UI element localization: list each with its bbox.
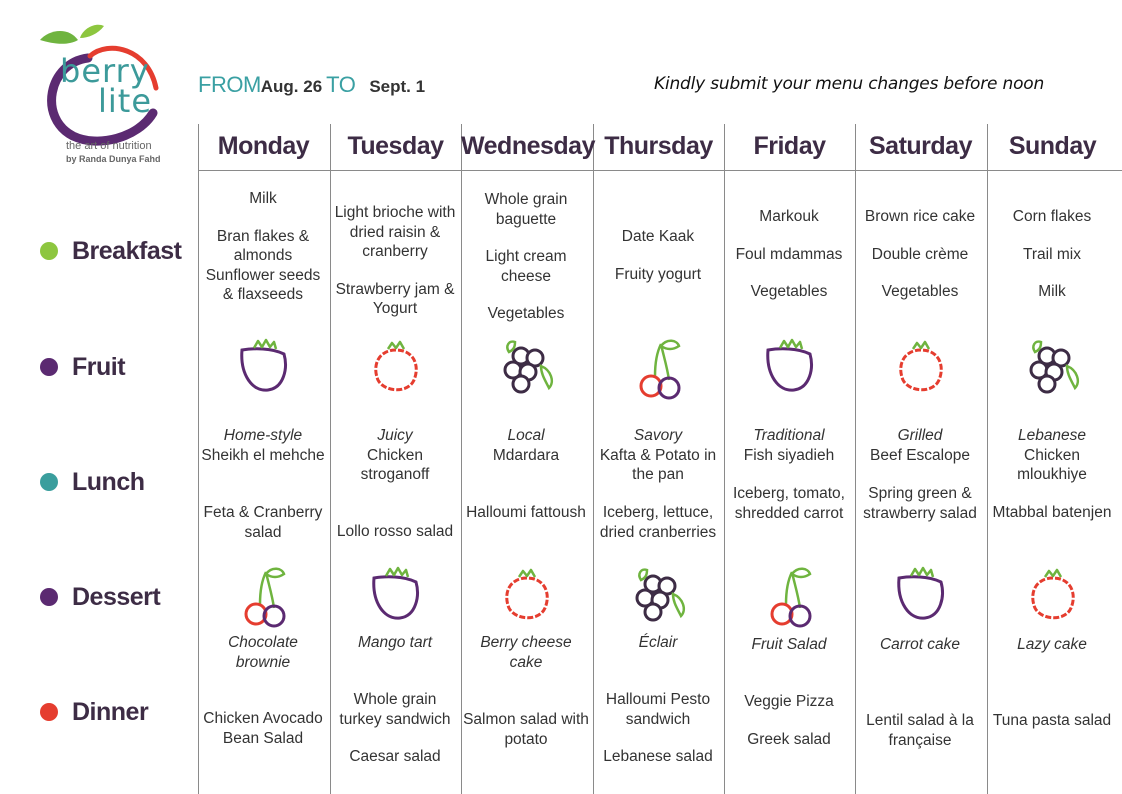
menu-item: Berry cheese cake [480,634,572,671]
row-dot-icon [40,358,58,376]
breakfast-cell [462,190,590,324]
menu-item: Halloumi Pesto sandwich [605,691,711,728]
menu-item: Lentil salad à la française [866,712,974,749]
breakfast-cell [331,203,459,319]
day-header-saturday: Saturday [869,132,972,160]
day-header-tuesday: Tuesday [347,132,444,160]
date-range [198,72,425,100]
lunch-cell [988,426,1116,485]
dinner-cell [725,692,853,749]
dessert-cell [462,633,590,672]
menu-item: Fruity yogurt [614,265,702,283]
dinner-cell [594,690,722,767]
plum-icon [758,336,822,400]
dessert-cell [856,635,984,655]
lunch-dish: Fish siyadieh [743,446,835,464]
day-header-thursday: Thursday [604,132,713,160]
menu-item: Milk [249,190,277,207]
menu-item: Greek salad [747,730,831,748]
to-label: TO [326,72,356,97]
row-label-dinner [40,694,148,730]
dessert-cell [725,635,853,655]
day-header-monday: Monday [217,132,310,160]
dessert-cell [988,635,1116,655]
menu-item: Foul mdammas [735,245,843,263]
menu-item: Lebanese salad [603,748,713,765]
lunch-side: Feta & Cranberry salad [203,504,323,541]
menu-item: Trail mix [1023,245,1081,263]
menu-item: Éclair [638,634,678,651]
lunch-style: Lebanese [1017,427,1087,444]
lunch-main [725,426,853,465]
menu-item: Tuna pasta salad [992,712,1112,729]
day-header-wednesday: Wednesday [461,132,595,160]
lunch-side: Halloumi fattoush [466,504,586,521]
blueberry-icon [495,336,559,400]
menu-item: Chicken Avocado Bean Salad [203,710,323,747]
raspberry-icon [364,336,428,400]
menu-item: Milk [1038,283,1066,300]
dinner-cell [199,709,327,748]
lunch-dish: Sheikh el mehche [201,446,325,464]
plum-icon [364,564,428,628]
row-label-text: Fruit [72,352,126,381]
lunch-cell [199,426,327,465]
menu-item: Bran flakes & almonds Sunflower seeds & flaxseeds [205,227,321,303]
lunch-style: Home-style [223,427,303,444]
day-header-sunday: Sunday [1008,132,1097,160]
breakfast-cell [988,207,1116,302]
row-label-fruit [40,349,125,385]
dessert-cell [199,633,327,672]
lunch-cell [462,426,590,465]
menu-item: Date Kaak [621,228,695,245]
lunch-main [331,426,459,485]
row-dot-icon [40,588,58,606]
day-header-friday: Friday [753,132,826,160]
raspberry-icon [1021,564,1085,628]
logo-wordmark [60,52,153,120]
lunch-style: Juicy [377,427,413,444]
menu-item: Vegetables [487,305,565,322]
menu-item: Lazy cake [1017,636,1087,653]
lunch-cell [856,426,984,465]
header-divider [198,170,1122,171]
row-label-text: Breakfast [72,236,182,265]
menu-item: Carrot cake [879,636,961,653]
raspberry-icon [889,336,953,400]
plum-icon [889,564,953,628]
menu-item: Markouk [759,208,819,225]
dinner-cell [988,711,1116,731]
menu-item: Caesar salad [349,748,441,765]
menu-item: Corn flakes [1012,208,1092,225]
row-label-text: Lunch [72,467,145,496]
row-dot-icon [40,473,58,491]
lunch-dish: Chicken stroganoff [360,446,430,483]
lunch-style: Grilled [897,427,943,444]
dinner-cell [462,710,590,749]
lunch-style: Traditional [753,427,825,444]
dessert-cell [594,633,722,653]
breakfast-cell [594,227,722,284]
blueberry-icon [627,564,691,628]
row-label-text: Dessert [72,582,161,611]
logo-word-bottom: lite [98,82,153,120]
cherry-icon [627,336,691,400]
lunch-style: Local [507,427,545,444]
logo-word-top: berry [60,52,150,90]
logo-tagline: the art of nutrition [66,140,152,152]
menu-item: Fruit Salad [751,636,827,653]
menu-item: Light cream cheese [485,248,567,285]
lunch-side: Iceberg, tomato, shredded carrot [732,485,845,522]
to-date: Sept. 1 [369,77,426,96]
lunch-main [594,426,722,485]
lunch-main [988,426,1116,485]
plum-icon [232,336,296,400]
lunch-side: Mtabbal batenjen [992,504,1112,521]
blueberry-icon [1021,336,1085,400]
breakfast-cell [725,207,853,302]
cherry-icon [232,564,296,628]
menu-item: Whole grain turkey sandwich [339,691,451,728]
lunch-dish: Beef Escalope [870,446,970,464]
from-label: FROM [198,72,261,97]
lunch-cell [331,426,459,485]
menu-item: Vegetables [881,283,959,300]
lunch-main [856,426,984,465]
lunch-dish: Mdardara [492,446,560,464]
lunch-dish: Chicken mloukhiye [1017,446,1087,483]
row-label-lunch [40,464,145,500]
dinner-cell [856,711,984,750]
dessert-cell [331,633,459,653]
menu-item: Brown rice cake [864,208,976,225]
menu-item: Whole grain baguette [484,191,568,228]
lunch-cell [594,426,722,485]
menu-item: Veggie Pizza [744,693,834,710]
dinner-cell [331,690,459,767]
menu-item: Mango tart [357,634,433,651]
menu-item: Salmon salad with potato [463,711,589,748]
lunch-main [462,426,590,465]
logo-byline: by Randa Dunya Fahd [66,154,161,164]
menu-item: Light brioche with dried raisin & cranberry [334,204,456,260]
lunch-side: Iceberg, lettuce, dried cranberries [599,504,717,541]
row-dot-icon [40,242,58,260]
breakfast-cell [199,189,327,305]
raspberry-icon [495,564,559,628]
submit-note: Kindly submit your menu changes before noon [654,74,1045,94]
from-date: Aug. 26 [260,77,323,96]
lunch-cell [725,426,853,465]
menu-item: Vegetables [750,283,828,300]
row-dot-icon [40,703,58,721]
menu-item: Strawberry jam & Yogurt [335,280,455,317]
row-label-breakfast [40,233,181,269]
lunch-side: Lollo rosso salad [336,523,454,540]
menu-item: Double crème [871,245,969,263]
lunch-dish: Kafta & Potato in the pan [599,446,717,483]
row-label-dessert [40,579,160,615]
breakfast-cell [856,207,984,302]
cherry-icon [758,564,822,628]
lunch-style: Savory [633,427,683,444]
lunch-main [199,426,327,465]
menu-item: Chocolate brownie [228,634,298,671]
row-label-text: Dinner [72,697,149,726]
lunch-side: Spring green & strawberry salad [863,485,977,522]
